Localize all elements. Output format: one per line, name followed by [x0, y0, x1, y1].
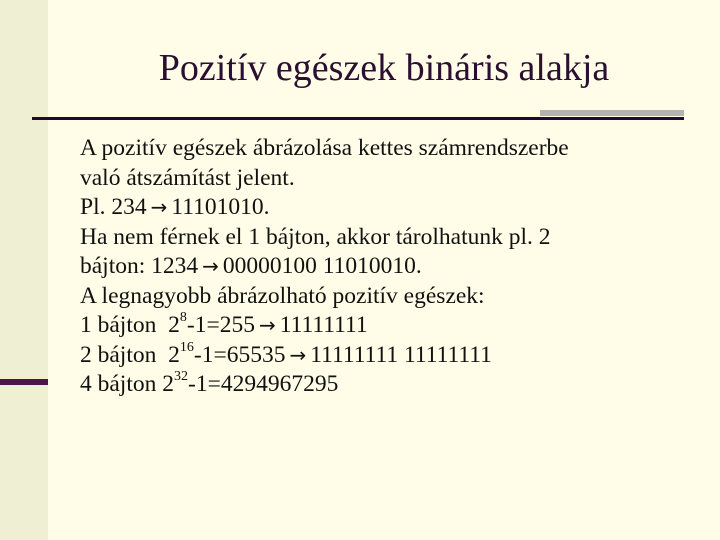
example-line — [80, 193, 700, 223]
row3-value: -1=4294967295 — [188, 371, 339, 397]
row1-label: 1 bájton 2 — [80, 312, 180, 338]
twobyte-result: 00000100 11010010. — [222, 253, 422, 279]
row2-exponent: 16 — [179, 339, 194, 355]
row1-value: -1=255 — [186, 312, 255, 338]
twobyte-prefix: bájton: 1234 — [80, 253, 199, 279]
row1-exponent: 8 — [179, 310, 187, 326]
row-1-byte — [80, 311, 700, 341]
largest-heading: A legnagyobb ábrázolható pozitív egészek: — [80, 282, 485, 309]
slide-title: Pozitív egészek bináris alakja — [158, 47, 610, 89]
title-underline-rule — [32, 117, 684, 120]
left-decorative-band — [0, 0, 48, 540]
arrow-right-icon: → — [202, 254, 219, 278]
slide-body — [80, 134, 700, 400]
twobyte-line-1: Ha nem férnek el 1 bájton, akkor tárolhatunk pl. 2 — [80, 223, 551, 250]
row2-value: -1=65535 — [193, 341, 286, 368]
twobyte-line-2 — [80, 252, 700, 282]
title-rule-accent — [540, 110, 684, 116]
row-4-byte — [80, 370, 700, 400]
row2-label: 2 bájton 2 — [80, 341, 180, 368]
arrow-right-icon: → — [258, 313, 276, 337]
example-prefix: Pl. 234 — [80, 194, 147, 220]
row1-binary: 11111111 — [279, 312, 368, 338]
example-result: 11101010. — [171, 194, 270, 220]
row3-exponent: 32 — [174, 369, 188, 385]
arrow-right-icon: → — [289, 342, 307, 367]
intro-line-2: való átszámítást jelent. — [80, 164, 295, 191]
row3-label: 4 bájton 2 — [80, 371, 174, 397]
left-band-accent-bar — [0, 379, 48, 385]
arrow-right-icon: → — [150, 195, 168, 219]
intro-line-1: A pozitív egészek ábrázolása kettes számrendszerbe — [80, 135, 569, 161]
row-2-byte — [80, 341, 700, 371]
row2-binary: 11111111 11111111 — [310, 341, 492, 368]
